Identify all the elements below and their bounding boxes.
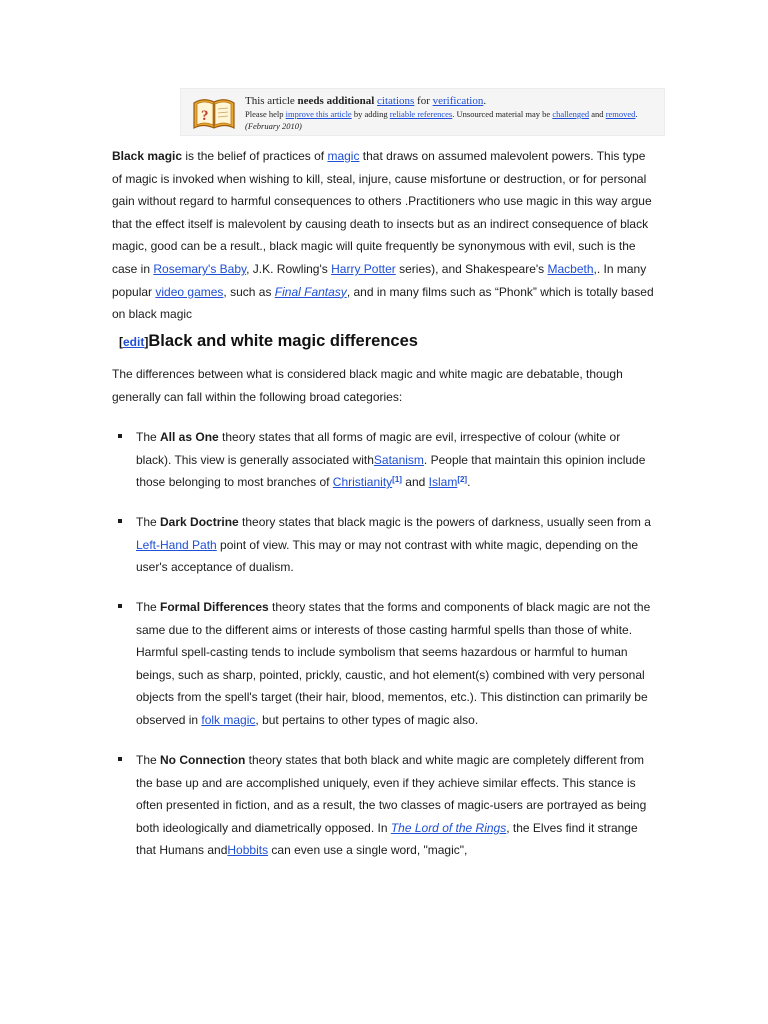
christianity-link[interactable]: Christianity [332,475,393,490]
folk-magic-link[interactable]: folk magic [201,712,256,727]
notice-emphasis: needs additional [297,95,375,107]
bullet-marker [118,604,122,608]
svg-text:?: ? [201,108,209,124]
book-question-icon [191,93,237,131]
hobbits-link[interactable]: Hobbits [227,843,269,858]
magic-link[interactable]: magic [327,149,360,163]
edit-link[interactable]: edit [123,335,145,349]
theory-name: All as One [160,430,219,444]
edit-section: [edit] [119,335,149,349]
reliable-references-link[interactable]: reliable references [389,109,453,119]
verification-link[interactable]: verification [432,95,484,107]
bullet-marker [118,757,122,761]
challenged-link[interactable]: challenged [552,109,590,119]
notice-line-1: This article needs additional citations for verification. [245,95,487,107]
notice-date: (February 2010) [245,121,302,131]
intro-paragraph: Black magic is the belief of practices of magic that draws on assumed malevolent powers. This type of magic is invoked when wishing to kill, steal, injure, cause misfortune or destruction, or for personal gain without regard to harmful consequences to others .Practitioners who use magic in this way argue that the effect itself is malevolent by causing death to insects but as an indirect consequence of black magic, good can be a result., black magic will quite frequently be synonymous with evil, such is the case in Rosemary's Baby, J.K. Rowling's Harry Potter series), and Shakespeare's Macbeth,. In many popular video games, such as Final Fantasy, and in many films such as “Phonk” which is totally based on black magic [112,149,654,322]
list-item: The All as One theory states that all forms of magic are evil, irrespective of colour (white or black). This view is generally associated withSatanism. People that maintain this opinion include those belonging to most branches of Christianity[1] and Islam[2]. [136,426,658,494]
notice-message [245,95,660,132]
lord-of-the-rings-link[interactable]: The Lord of the Rings [390,820,507,835]
macbeth-link[interactable]: Macbeth [547,261,594,276]
citation-notice-box [180,88,665,136]
removed-link[interactable]: removed [605,109,636,119]
bullet-marker [118,434,122,438]
reference-2-link[interactable]: [2] [457,475,468,485]
list-item: The No Connection theory states that both black and white magic are completely different from the base up and are accomplished uniquely, even if they achieve similar effects. This stance is often presented in fiction, and as a result, the two classes of magic-users are portrayed as being both ideologically and diametrically opposed. In The Lord of the Rings, the Elves find it strange that Humans andHobbits can even use a single word, "magic", [136,749,658,862]
bullet-marker [118,519,122,523]
theory-name: Dark Doctrine [160,515,239,529]
harry-potter-link[interactable]: Harry Potter [331,261,396,276]
left-hand-path-link[interactable]: Left-Hand Path [136,537,217,552]
section-intro-paragraph: The differences between what is considered black magic and white magic are debatable, though generally can fall within the following broad categories: [112,367,623,404]
list-item: The Dark Doctrine theory states that black magic is the powers of darkness, usually seen from a Left-Hand Path point of view. This may or may not contrast with white magic, depending on the user's acceptance of dualism. [136,511,658,579]
theory-name: Formal Differences [160,600,269,614]
satanism-link[interactable]: Satanism [373,452,424,467]
section-title: Black and white magic differences [148,332,418,350]
rosemarys-baby-link[interactable]: Rosemary's Baby [153,261,247,276]
final-fantasy-link[interactable]: Final Fantasy [274,284,347,299]
section-heading [119,327,418,356]
theory-name: No Connection [160,753,246,767]
reference-1-link[interactable]: [1] [392,475,402,485]
notice-line-2: Please help improve this article by adding reliable references. Unsourced material may be challenged and removed. (February 2010) [245,109,638,131]
islam-link[interactable]: Islam [428,475,458,490]
video-games-link[interactable]: video games [155,284,224,299]
citations-link[interactable]: citations [377,95,415,107]
improve-article-link[interactable]: improve this article [285,109,352,119]
term-black-magic: Black magic [112,149,183,163]
list-item: The Formal Differences theory states that the forms and components of black magic are not the same due to the different aims or interests of those casting harmful spells than those of white. Harmful spell-casting tends to include symbolism that seems hazardous or harmful to human beings, such as sharp, pointed, prickly, caustic, and hot element(s) combined with very personal objects from the spell's target (their hair, blood, mementos, etc.). This distinction can primarily be observed in folk magic, but pertains to other types of magic also. [136,596,658,732]
